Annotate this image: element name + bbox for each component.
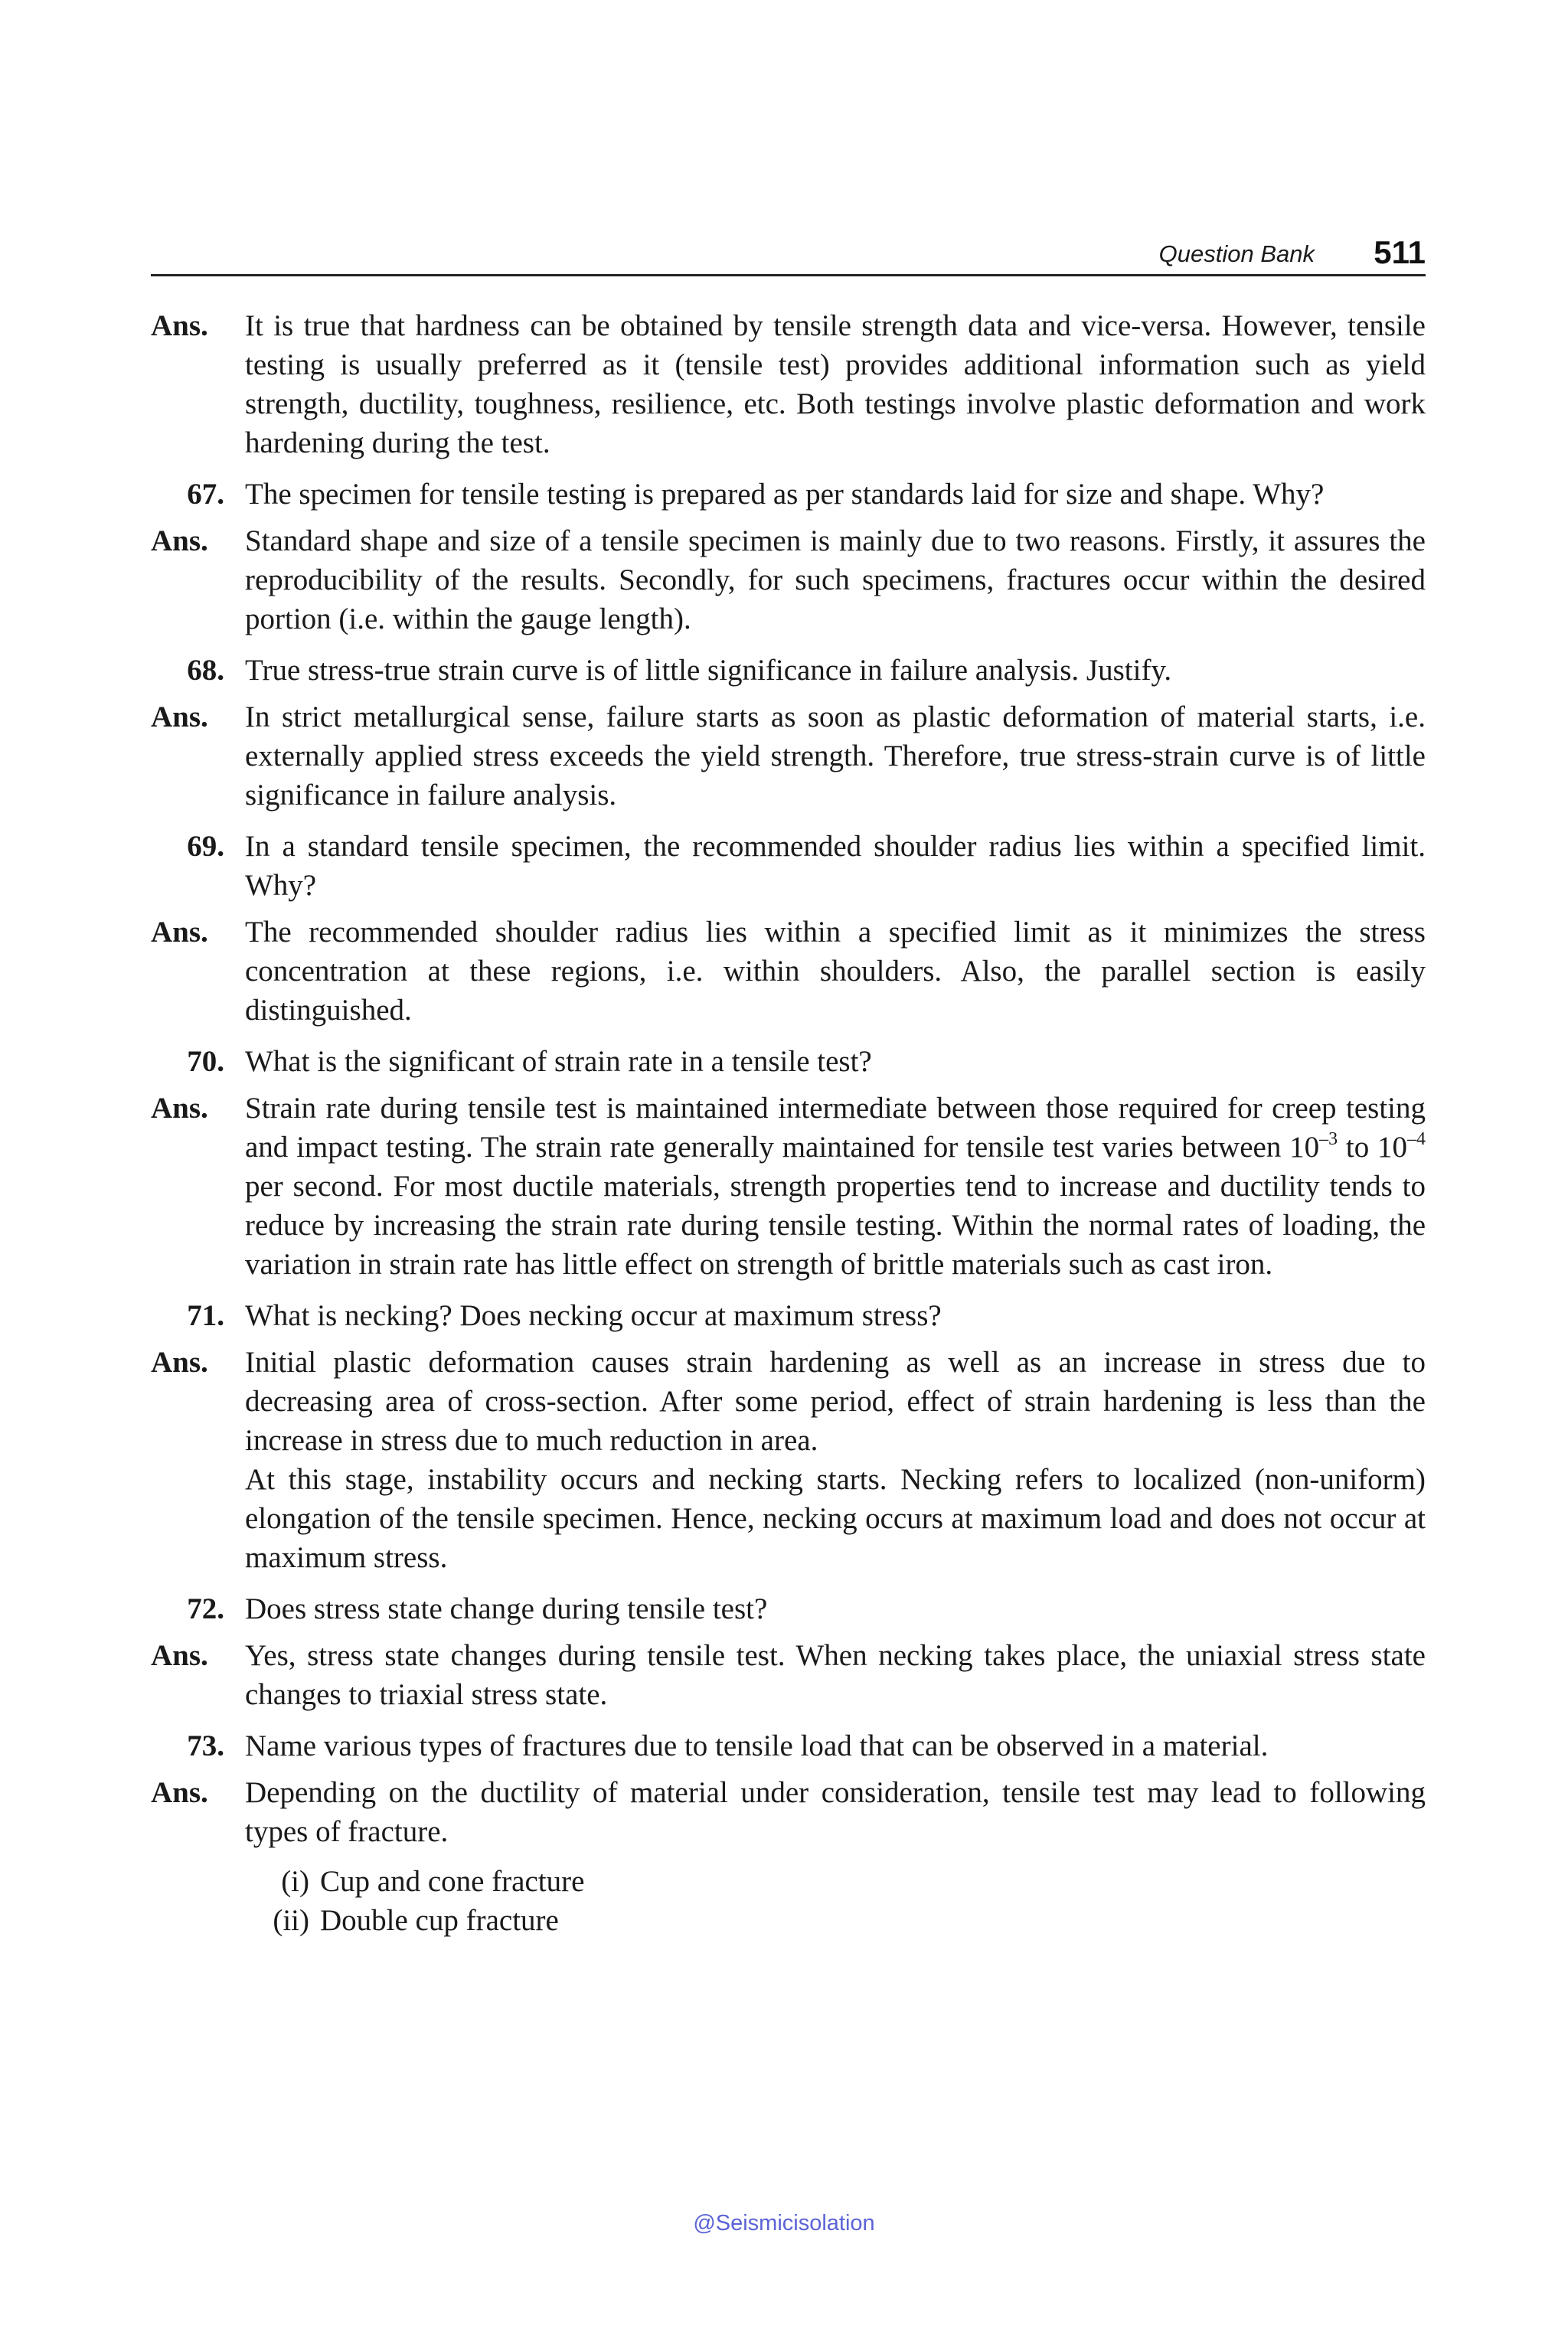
answer-text: The recommended shoulder radius lies within a specified limit as it minimizes the stress concentration at these regions, i.e. within shoulders. Also, the parallel section is easily distinguished.: [245, 916, 1426, 1027]
answer-paragraph-1: Initial plastic deformation causes strain hardening as well as an increase in stress due to decreasing area of cross-section. After some period, effect of strain hardening is less than the increase in stress due to much reduction in area.: [245, 1346, 1426, 1457]
question-67: [0, 475, 1568, 514]
answer-label: Ans.: [151, 524, 208, 557]
question-number: 68.: [187, 654, 224, 687]
question-text: The specimen for tensile testing is prepared as per standards laid for size and shape. Why?: [245, 478, 1325, 511]
question-70: [0, 1042, 1568, 1081]
list-item-text: Cup and cone fracture: [320, 1865, 585, 1898]
list-item: [250, 1901, 1568, 1940]
question-text: In a standard tensile specimen, the recommended shoulder radius lies within a specified limit. Why?: [245, 830, 1426, 902]
question-number: 73.: [187, 1729, 224, 1762]
answer-paragraph-2: At this stage, instability occurs and necking starts. Necking refers to localized (non-uniform) elongation of the tensile specimen. Hence, necking occurs at maximum load and does not occur at maximum stress.: [245, 1463, 1426, 1574]
answer-text: Yes, stress state changes during tensile test. When necking takes place, the uniaxial stress state changes to triaxial stress state.: [245, 1639, 1426, 1711]
answer-71: [0, 1343, 1568, 1577]
question-71: [0, 1296, 1568, 1335]
question-number: 67.: [187, 478, 224, 511]
question-69: [0, 827, 1568, 905]
question-72: [0, 1589, 1568, 1628]
question-73: [0, 1726, 1568, 1765]
exponent-2: –4: [1407, 1129, 1426, 1149]
list-item-text: Double cup fracture: [320, 1904, 559, 1937]
answer-label: Ans.: [151, 700, 208, 733]
question-number: 69.: [187, 830, 224, 863]
answer-text: In strict metallurgical sense, failure starts as soon as plastic deformation of material starts, i.e. externally applied stress exceeds the yield strength. Therefore, true stress-strain curve is of little significance in failure analysis.: [245, 700, 1426, 812]
answer-label: Ans.: [151, 1776, 208, 1809]
answer-73: [0, 1773, 1568, 1851]
answer-label: Ans.: [151, 1639, 208, 1672]
running-header: [151, 230, 1426, 276]
answer-label: Ans.: [151, 1092, 208, 1125]
exponent-1: –3: [1319, 1129, 1338, 1149]
answer-text: Depending on the ductility of material under consideration, tensile test may lead to following types of fracture.: [245, 1776, 1426, 1848]
question-text: Name various types of fractures due to tensile load that can be observed in a material.: [245, 1729, 1269, 1762]
question-68: [0, 651, 1568, 690]
answer-67: [0, 521, 1568, 638]
answer-70: [0, 1089, 1568, 1284]
answer-text-part3: per second. For most ductile materials, strength properties tend to increase and ductility tends to reduce by increasing the strain rate during tensile testing. Within the normal rates of loading, the variation in strain rate has little effect on strength of brittle materials such as cast iron.: [245, 1170, 1426, 1281]
question-number: 70.: [187, 1045, 224, 1078]
page-number: 511: [1374, 234, 1426, 270]
answer-label: Ans.: [151, 916, 208, 949]
question-number: 71.: [187, 1299, 224, 1332]
question-text: What is necking? Does necking occur at maximum stress?: [245, 1299, 942, 1332]
answer-label: Ans.: [151, 1346, 208, 1379]
answer-66: [0, 306, 1568, 462]
answer-text-part1: Strain rate during tensile test is maintained intermediate between those required for creep testing and impact testing. The strain rate generally maintained for tensile test varies between 10: [245, 1092, 1426, 1164]
list-item-number: (i): [281, 1865, 309, 1898]
question-text: Does stress state change during tensile test?: [245, 1592, 768, 1625]
answer-68: [0, 697, 1568, 815]
question-text: True stress-true strain curve is of little significance in failure analysis. Justify.: [245, 654, 1172, 687]
question-number: 72.: [187, 1592, 224, 1625]
list-item: [250, 1862, 1568, 1901]
answer-72: [0, 1636, 1568, 1714]
list-item-number: (ii): [273, 1904, 309, 1937]
fracture-type-list: [0, 1862, 1568, 1940]
page-content: [0, 306, 1568, 1940]
watermark: @Seismicisolation: [693, 2211, 875, 2235]
answer-label: Ans.: [151, 309, 208, 342]
answer-text: Standard shape and size of a tensile specimen is mainly due to two reasons. Firstly, it assures the reproducibility of the results. Secondly, for such specimens, fractures occur within the desired portion (i.e. within the gauge length).: [245, 524, 1426, 635]
answer-69: [0, 913, 1568, 1030]
answer-text: It is true that hardness can be obtained by tensile strength data and vice-versa. However, tensile testing is usually preferred as it (tensile test) provides additional information such as yield strength, ductility, toughness, resilience, etc. Both testings involve plastic deformation and work hardening during the test.: [245, 309, 1426, 459]
question-text: What is the significant of strain rate in a tensile test?: [245, 1045, 872, 1078]
header-title: Question Bank: [1158, 240, 1315, 267]
answer-text-part2: to 10: [1338, 1131, 1407, 1164]
